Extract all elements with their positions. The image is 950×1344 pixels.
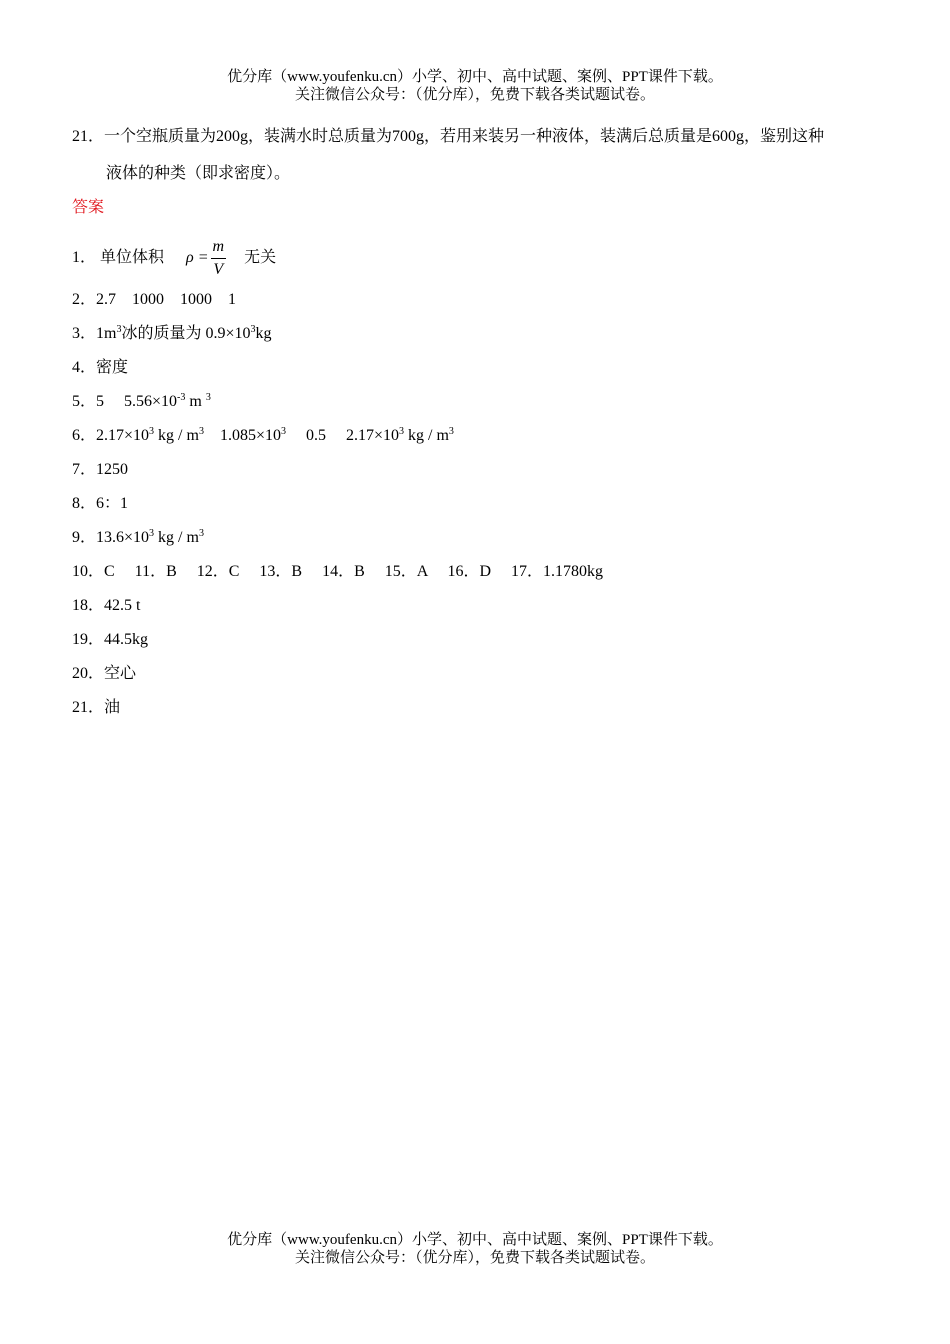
page-footer	[0, 1231, 950, 1267]
answer-number: 5．	[72, 393, 97, 410]
superscript: 3	[198, 426, 204, 437]
fraction-numerator: m	[211, 236, 227, 259]
answer-10-17: 10．C 11．B 12．C 13．B 14．B 15．A 16．D 17．1.1780kg	[72, 563, 603, 580]
page-header	[0, 68, 950, 104]
superscript: 3	[280, 426, 286, 437]
answer-8	[72, 494, 128, 514]
footer-line-1: 优分库（www.youfenku.cn）小学、初中、高中试题、案例、PPT课件下载。	[227, 1232, 723, 1248]
answer-number: 6．	[72, 427, 97, 444]
answer-20: 20．空心	[72, 665, 137, 682]
footer-line-2: 关注微信公众号：（优分库），免费下载各类试题试卷。	[294, 1250, 655, 1266]
answer-18: 18．42.5 t	[72, 597, 141, 614]
answer-number: 3．	[72, 325, 97, 342]
answer-21: 21．油	[72, 699, 121, 716]
answer-9	[72, 528, 204, 548]
answer-text: 2.17×10	[96, 427, 150, 444]
superscript: 3	[250, 324, 256, 335]
superscript: 3	[149, 528, 155, 539]
question-number: 21．	[72, 128, 105, 145]
answer-5	[72, 392, 211, 412]
answer-number: 2．	[72, 291, 97, 308]
answer-text: 1250	[96, 461, 129, 478]
question-text-line-2: 液体的种类（即求密度）。	[106, 165, 291, 182]
answer-2	[72, 290, 236, 310]
superscript: 3	[198, 528, 204, 539]
answer-text: 冰的质量为 0.9×10	[121, 325, 251, 342]
fraction-denominator: V	[213, 261, 224, 278]
superscript: -3	[177, 392, 186, 403]
answer-text: kg / m	[154, 529, 199, 546]
answer-tail: 无关	[244, 249, 277, 267]
answer-text: 2.7 1000 1000 1	[96, 291, 237, 308]
answer-text: m	[185, 393, 206, 410]
answer-6	[72, 426, 454, 446]
answer-text: kg / m	[154, 427, 199, 444]
answer-number: 4．	[72, 359, 97, 376]
answer-text: 单位体积	[100, 249, 165, 267]
answer-7	[72, 460, 128, 480]
answer-text: 0.5 2.17×10	[285, 427, 399, 444]
superscript: 3	[448, 426, 454, 437]
superscript: 3	[149, 426, 155, 437]
superscript: 3	[116, 324, 122, 335]
question-21	[72, 118, 882, 192]
density-fraction	[211, 236, 227, 281]
answer-number: 9．	[72, 529, 97, 546]
header-line-2: 关注微信公众号：（优分库），免费下载各类试题试卷。	[294, 87, 655, 103]
answer-text: kg / m	[404, 427, 449, 444]
answer-number: 1．	[72, 249, 97, 267]
question-text-line-1: 一个空瓶质量为200g，装满水时总质量为700g，若用来装另一种液体，装满后总质量是600g，鉴别这种	[104, 128, 825, 145]
answer-text: 13.6×10	[96, 529, 150, 546]
answer-number: 8．	[72, 495, 97, 512]
answers-heading: 答案	[72, 199, 105, 216]
answer-4	[72, 358, 128, 378]
superscript: 3	[205, 392, 211, 403]
answer-text: 6：1	[96, 495, 129, 512]
rho-formula: ρ =	[186, 249, 209, 267]
answer-text: 密度	[96, 359, 129, 376]
answer-text: 5 5.56×10	[96, 393, 178, 410]
answer-number: 7．	[72, 461, 97, 478]
answer-text: 1m	[96, 325, 117, 342]
header-line-1: 优分库（www.youfenku.cn）小学、初中、高中试题、案例、PPT课件下载。	[227, 69, 723, 85]
superscript: 3	[399, 426, 404, 437]
answer-19: 19．44.5kg	[72, 631, 149, 648]
answer-3	[72, 324, 272, 344]
answer-1	[72, 236, 276, 281]
answer-text: kg	[255, 325, 272, 342]
answer-text: 1.085×10	[203, 427, 281, 444]
